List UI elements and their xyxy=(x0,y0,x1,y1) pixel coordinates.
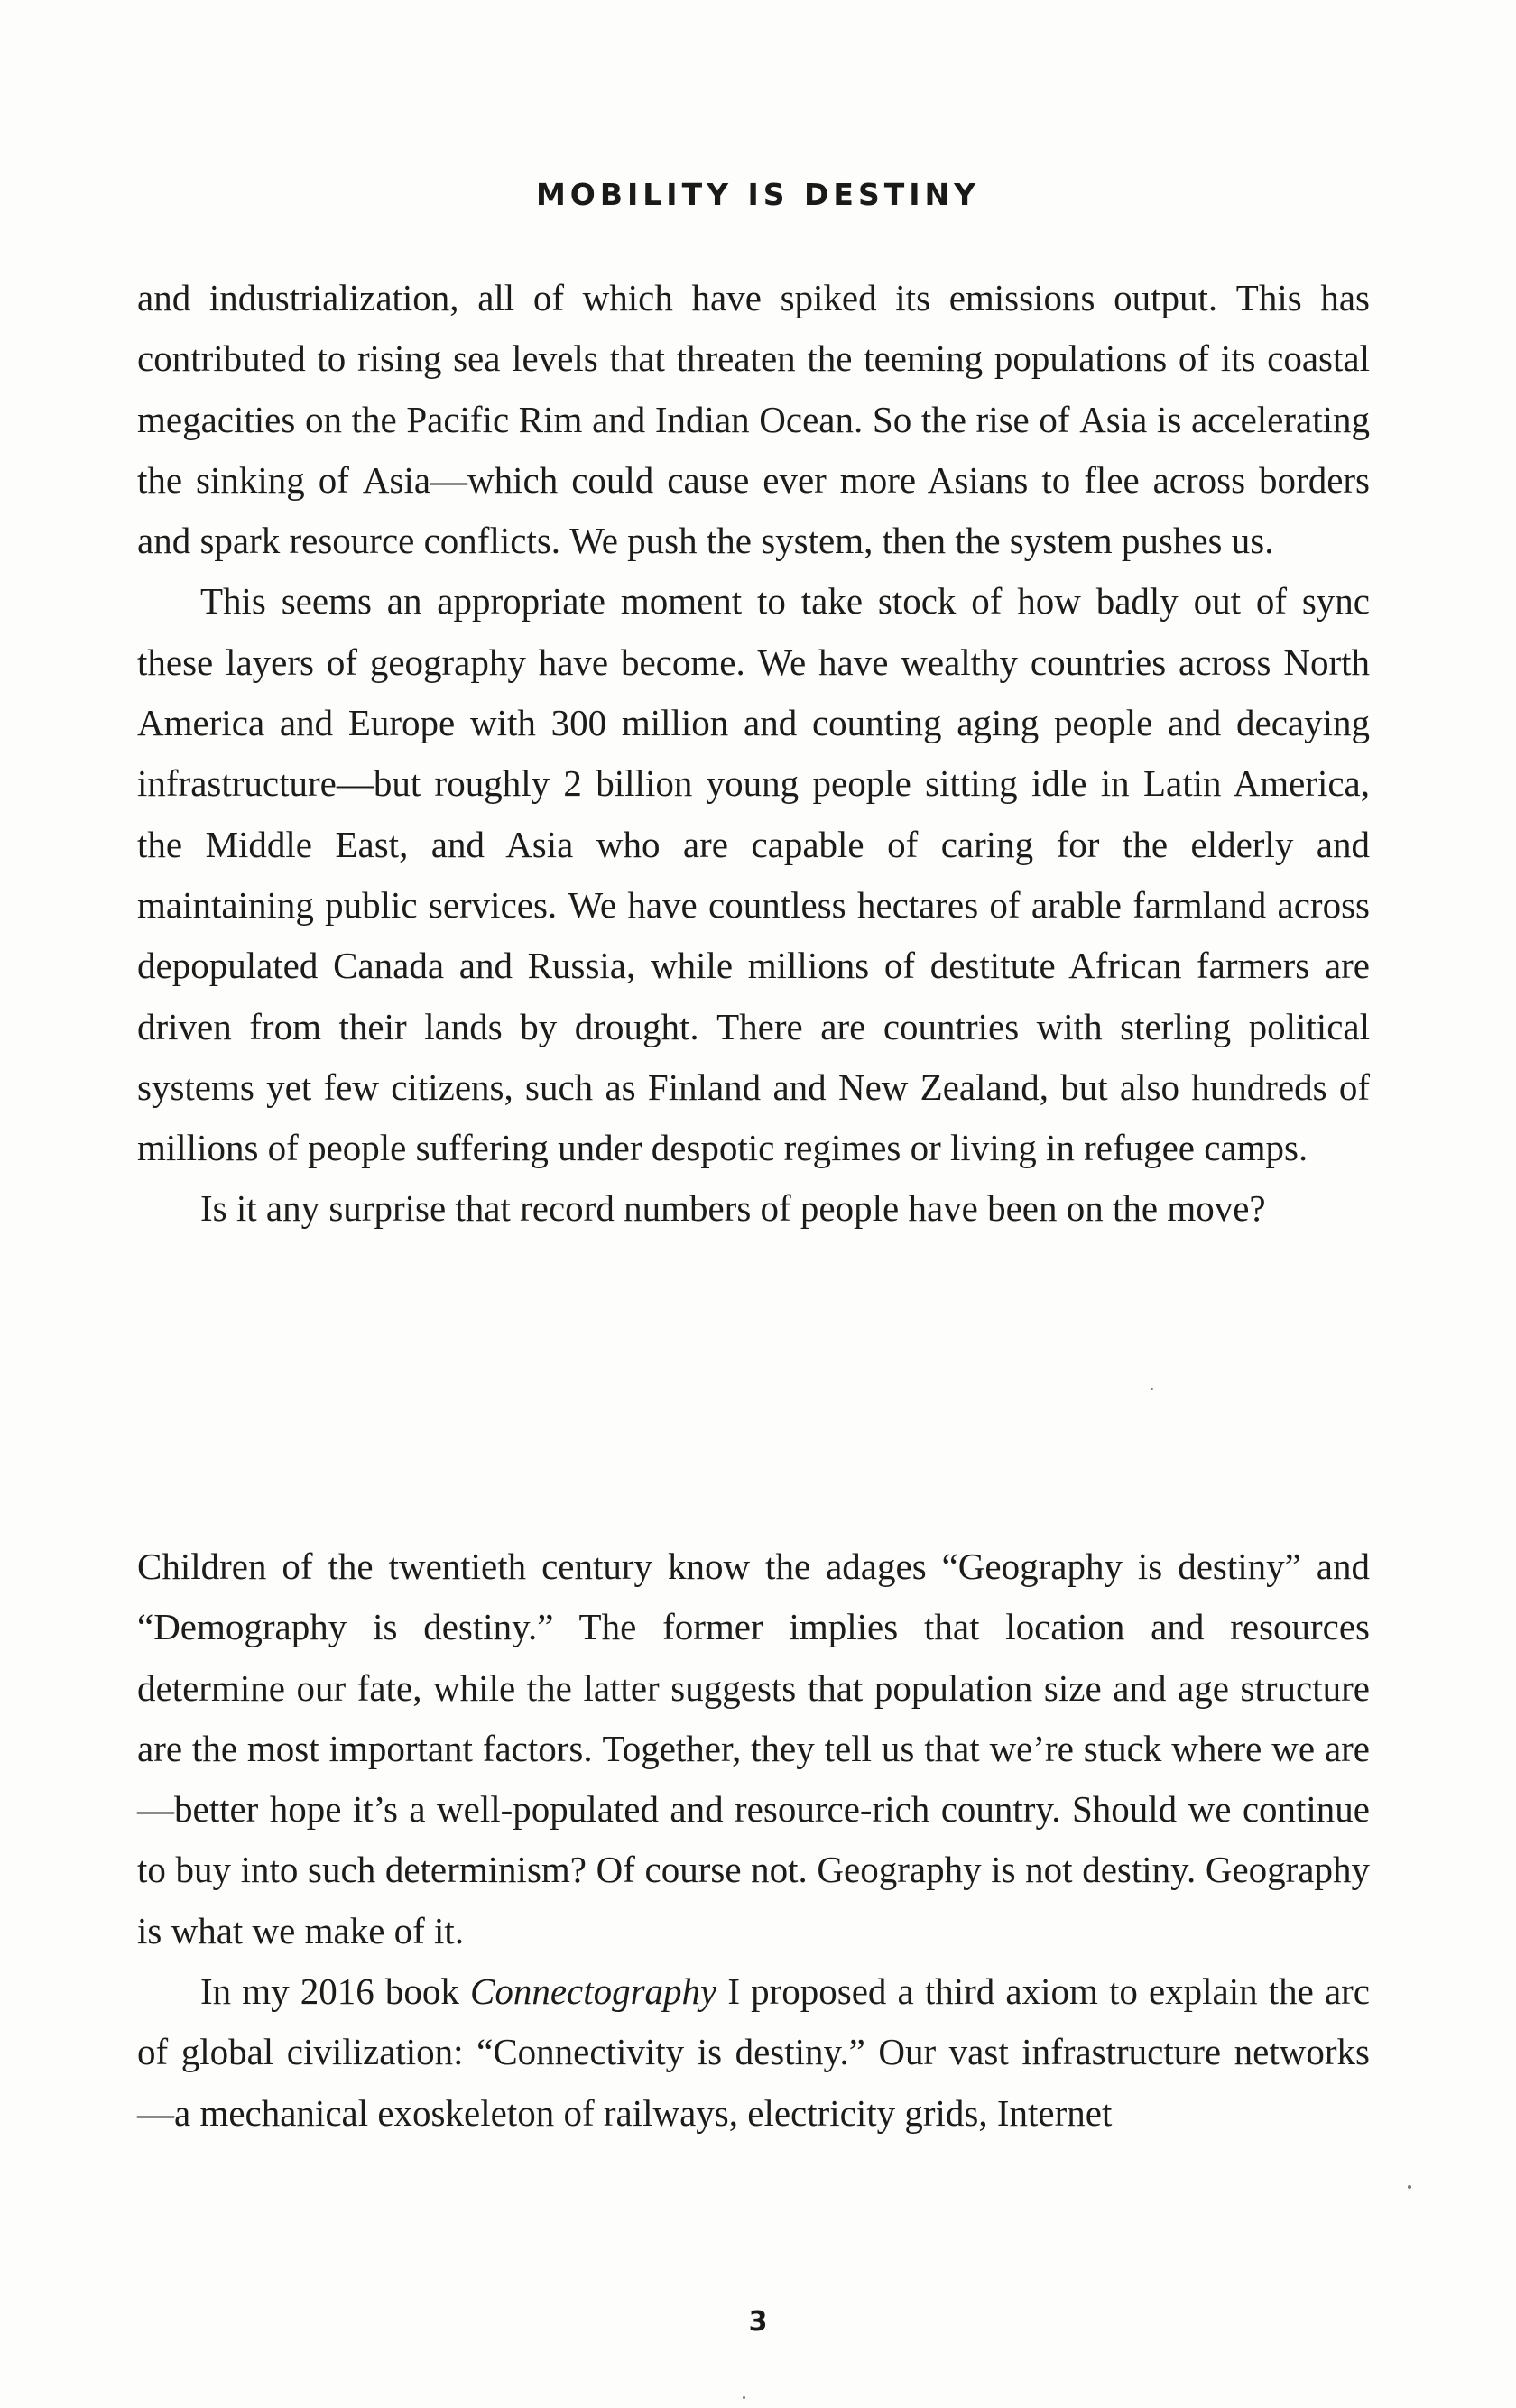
paper-speck xyxy=(743,2396,745,2399)
paper-speck xyxy=(1408,2185,1411,2189)
paragraph: Children of the twentieth century know the adages “Geography is destiny” and “Demography is destiny.” The former implies that location and resources determine our fate, while the latter suggests that population size and age structure are the most important factors. Together, they tell us that we’re stuck where we are—better hope it’s a well-populated and resource-rich country. Should we continue to buy into such determinism? Of course not. Geography is not destiny. Geography is what we make of it. xyxy=(137,1545,1370,1951)
text-block-top xyxy=(137,268,1370,1240)
paper-speck xyxy=(1151,1388,1153,1390)
paragraph: and industrialization, all of which have spiked its emissions output. This has contributed to rising sea levels that threaten the teeming populations of its coastal megacities on the Pacific Rim and Indian Ocean. So the rise of Asia is accelerating the sinking of Asia—which could cause ever more Asians to flee across borders and spark resource conflicts. We push the system, then the system pushes us. xyxy=(137,277,1370,562)
paragraph-text: In my 2016 book xyxy=(200,1970,470,2013)
paragraph-text: I proposed a third axiom to explain the arc of global civilization: “Connectivity is destiny.” Our vast infrastructure networks—a mechanical exoskeleton of railways, electricity grids, Internet xyxy=(137,1970,1370,2134)
paragraph-with-title xyxy=(137,1961,1370,2144)
page-number: 3 xyxy=(748,2306,768,2338)
text-block-bottom xyxy=(137,1536,1370,2144)
book-title: Connectography xyxy=(469,1970,717,2013)
paragraph: Is it any surprise that record numbers of people have been on the move? xyxy=(200,1187,1266,1230)
paragraph: This seems an appropriate moment to take stock of how badly out of sync these layers of geography have become. We have wealthy countries across North America and Europe with 300 million and counting aging people and decaying infrastructure—but roughly 2 billion young people sitting idle in Latin America, the Middle East, and Asia who are capable of caring for the elderly and maintaining public services. We have countless hectares of arable farmland across depopulated Canada and Russia, while millions of destitute African farmers are driven from their lands by drought. There are countries with sterling political systems yet few citizens, such as Finland and New Zealand, but also hundreds of millions of people suffering under despotic regimes or living in refugee camps. xyxy=(137,580,1370,1169)
running-head: MOBILITY IS DESTINY xyxy=(535,177,981,212)
